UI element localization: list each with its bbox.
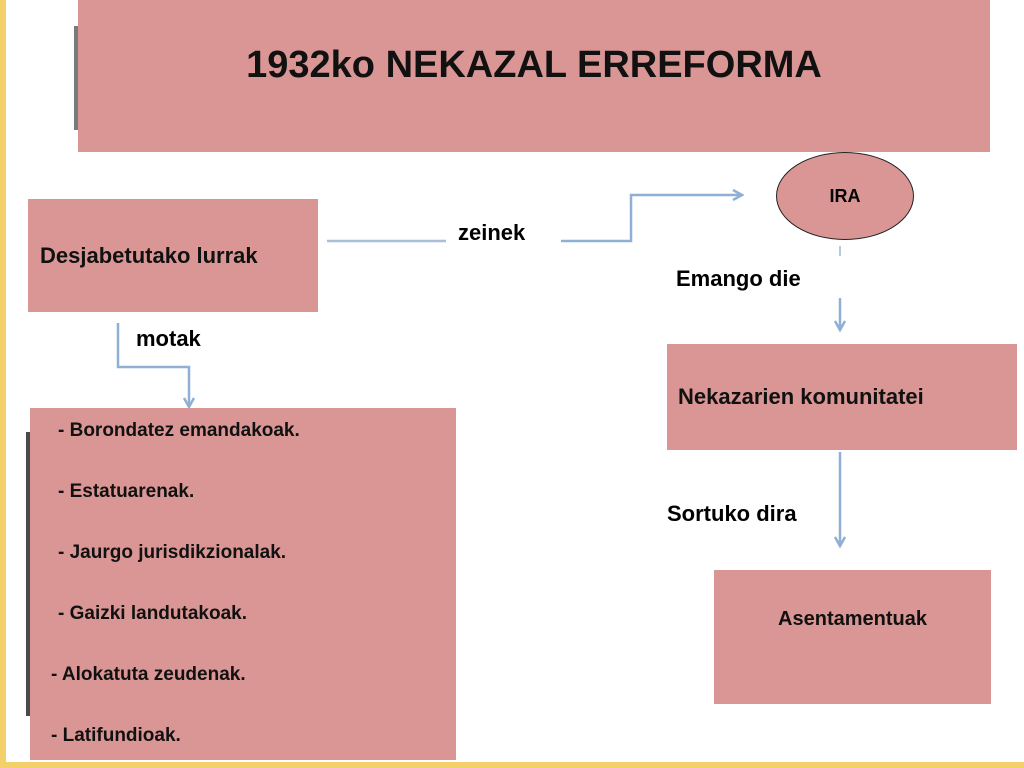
land-type-item: - Jaurgo jurisdikzionalak.	[58, 542, 287, 563]
node-asentamentuak	[714, 570, 991, 704]
node-ira-label: IRA	[829, 185, 861, 206]
node-nekazarien-label: Nekazarien komunitatei	[678, 384, 924, 409]
land-type-item: - Gaizki landutakoak.	[58, 603, 247, 624]
connector-zeinek-to-ira	[561, 195, 741, 241]
node-desjabetutako-lurrak	[28, 199, 318, 312]
land-type-item: - Estatuarenak.	[58, 481, 195, 502]
land-types-box	[30, 408, 456, 760]
diagram-title: 1932ko NEKAZAL ERREFORMA	[246, 43, 822, 86]
node-nekazarien-komunitatei	[667, 344, 1017, 450]
land-type-item: - Borondatez emandakoak.	[58, 420, 300, 441]
node-asentamentuak-label: Asentamentuak	[778, 608, 927, 630]
node-desjabetutako-label: Desjabetutako lurrak	[40, 242, 258, 268]
edge-label-emango-die: Emango die	[676, 266, 801, 291]
land-type-item: - Alokatuta zeudenak.	[51, 664, 246, 685]
edge-label-zeinek: zeinek	[458, 220, 526, 245]
edge-label-sortuko-dira: Sortuko dira	[667, 501, 797, 526]
node-ira	[776, 152, 914, 240]
land-type-item: - Latifundioak.	[51, 725, 181, 746]
edge-label-motak: motak	[136, 326, 201, 351]
